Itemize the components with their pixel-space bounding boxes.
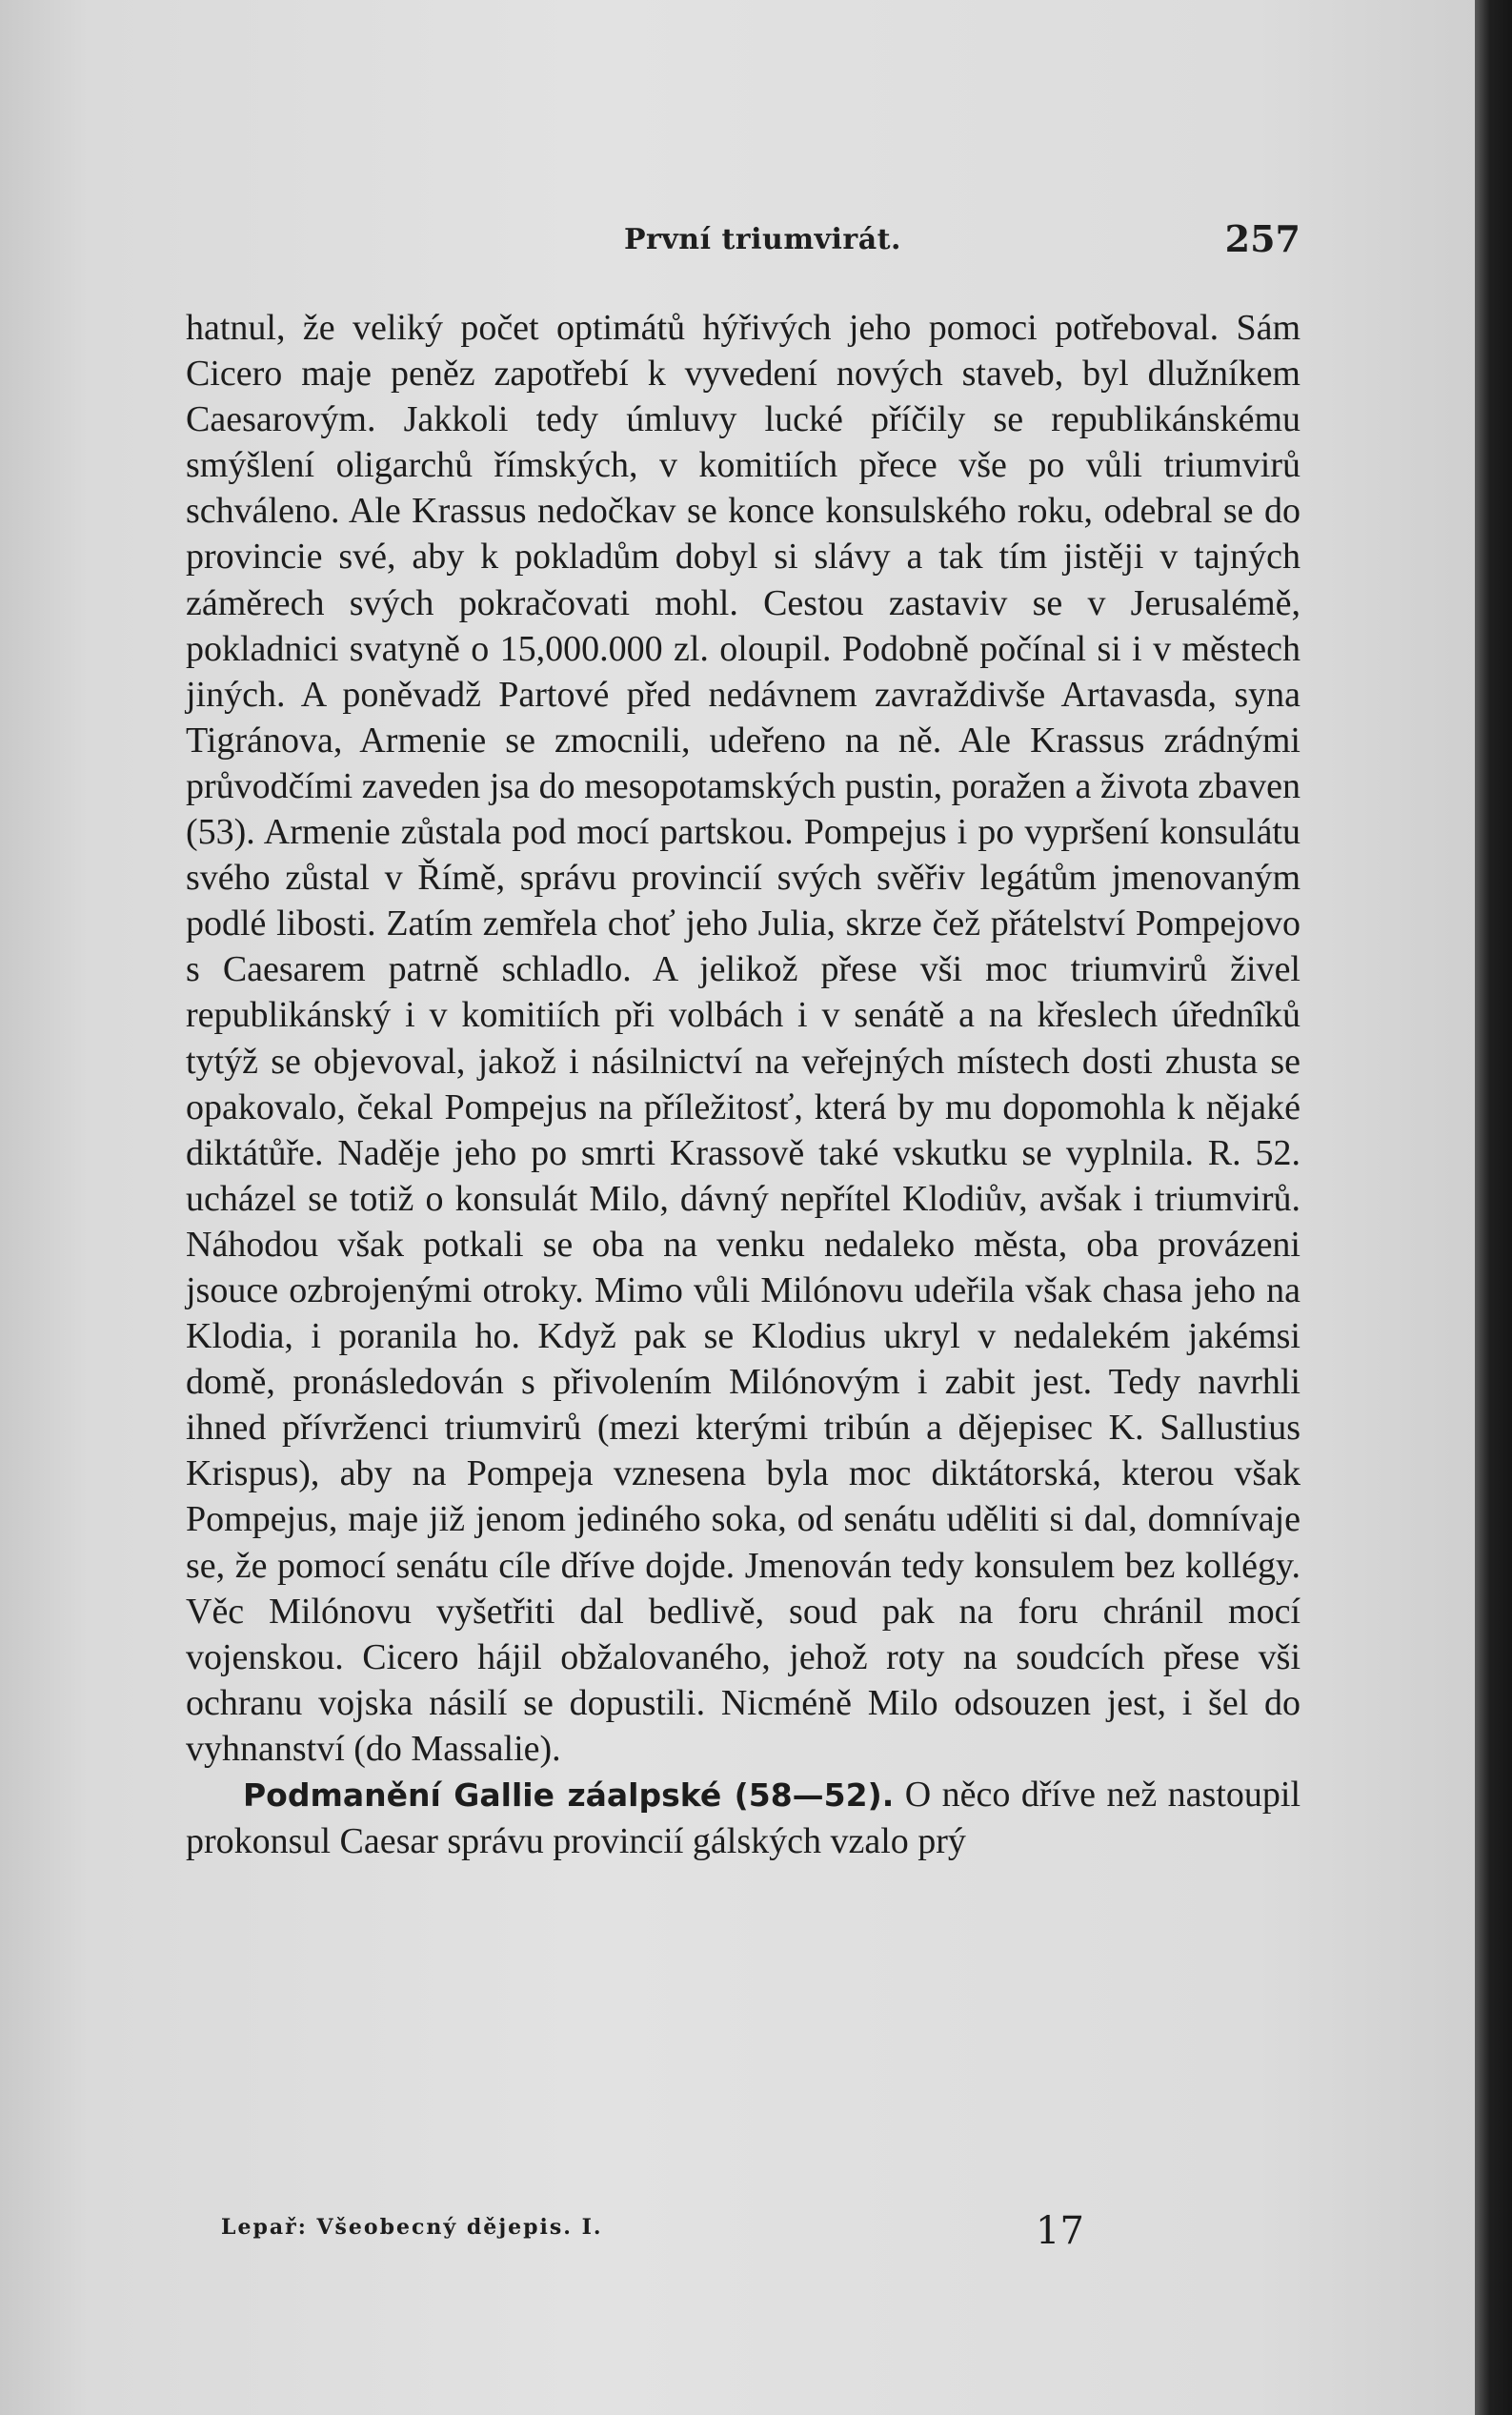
scan-edge-shadow: [1475, 0, 1512, 2415]
paragraph: [186, 1772, 1300, 1864]
page-number: 257: [1224, 217, 1300, 260]
page-footer: [221, 2209, 1174, 2257]
section-heading: Podmanění Gallie záalpské (58—52).: [243, 1776, 895, 1814]
page-header: [186, 217, 1300, 265]
printer-signature: Lepař: Všeobecný dějepis. I.: [221, 2215, 603, 2240]
paragraph-text: O něco dříve než nastoupil prokonsul Caesar správu provincií gálských vzalo prý: [186, 1775, 1301, 1862]
signature-number: 17: [1036, 2209, 1084, 2253]
paragraph: hatnul, že veliký počet optimátů hýřivých jeho pomoci potřeboval. Sám Cicero maje peněz zapotřebí k vyvedení nových staveb, byl dlužníkem Caesarovým. Jakkoli tedy úmluvy lucké příčily se republikánskému smýšlení oligarchů římských, v komitiích přece vše po vůli triumvirů schváleno. Ale Krassus nedočkav se konce konsulského roku, odebral se do provincie své, aby k pokladům dobyl si slávy a tak tím jistěji v tajných záměrech svých pokračovati mohl. Cestou zastaviv se v Jerusalémě, pokladnici svatyně o 15,000.000 zl. oloupil. Podobně počínal si i v městech jiných. A poněvadž Partové před nedávnem zavraždivše Artavasda, syna Tigránova, Armenie se zmocnili, udeřeno na ně. Ale Krassus zrádnými průvodčími zaveden jsa do mesopotamských pustin, poražen a života zbaven (53). Armenie zůstala pod mocí partskou. Pompejus i po vypršení konsulátu svého zůstal v Římě, správu provincií svých svěřiv legátům jmenovaným podlé libosti. Zatím zemřela choť jeho Julia, skrze čež přátelství Pompejovo s Caesarem patrně schladlo. A jelikož přese vši moc triumvirů živel republikánský i v komitiích při volbách i v senátě a na křeslech úřednîků tytýž se objevoval, jakož i násilnictví na veřejných místech dosti zhusta se opakovalo, čekal Pompejus na příležitosť, která by mu dopomohla k nějaké diktátůře. Naděje jeho po smrti Krassově také vskutku se vyplnila. R. 52. ucházel se totiž o konsulát Milo, dávný nepřítel Klodiův, avšak i triumvirů. Náhodou však potkali se oba na venku nedaleko města, oba provázeni jsouce ozbrojenými otroky. Mimo vůli Milónovu udeřila však chasa jeho na Klodia, i poranila ho. Když pak se Klodius ukryl v nedalekém jakémsi domě, pronásledován s přivolením Milónovým i zabit jest. Tedy navrhli ihned přívrženci triumvirů (mezi kterými tribún a dějepisec K. Sallustius Krispus), aby na Pompeja vznesena byla moc diktátorská, kterou však Pompejus, maje již jenom jediného soka, od senátu uděliti si dal, domnívaje se, že pomocí senátu cíle dříve dojde. Jmenován tedy konsulem bez kollégy. Věc Milónovu vyšetřiti dal bedlivě, soud pak na foru chránil mocí vojenskou. Cicero hájil obžalovaného, jehož roty na soudcích přese vši ochranu vojska násilí se dopustili. Nicméně Milo odsouzen jest, i šel do vyhnanství (do Massalie).: [186, 308, 1300, 1769]
body-text: [186, 305, 1300, 1864]
running-title: První triumvirát.: [624, 223, 901, 256]
